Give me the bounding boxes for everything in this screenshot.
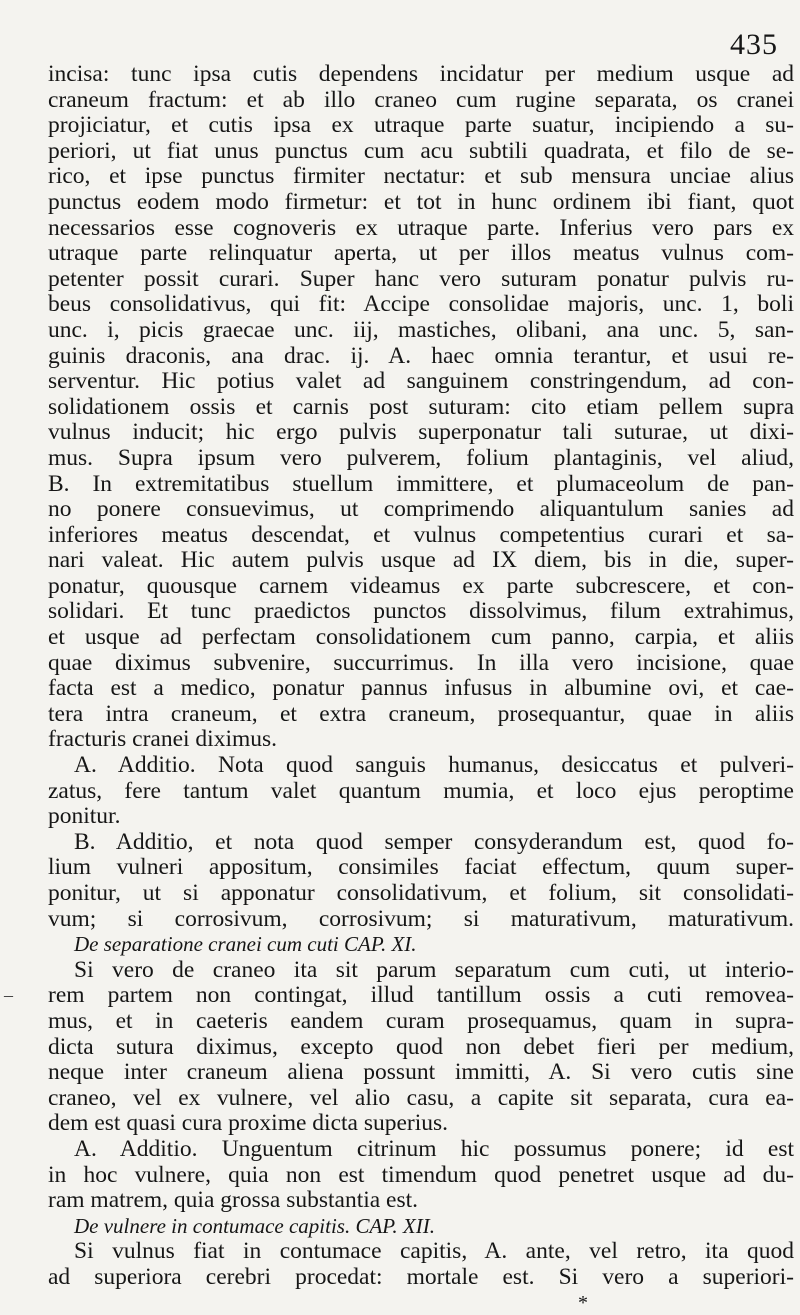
text-line: Si vulnus fiat in contumace capitis, A. ante, vel retro, ita quod (74, 1238, 794, 1265)
text-line: ponitur. (48, 803, 121, 830)
text-line: zatus, fere tantum valet quantum mumia, et loco ejus peroptime (48, 777, 794, 804)
body-text (48, 62, 794, 1291)
text-line: solidari. Et tunc praedictos punctos dissolvimus, filum extrahimus, (48, 598, 794, 625)
text-line: in hoc vulnere, quia non est timendum quod penetret usque ad du- (48, 1161, 794, 1188)
text-line: unc. i, picis graecae unc. iij, mastiches, olibani, ana unc. 5, san- (48, 316, 794, 343)
text-line: periori, ut fiat unus punctus cum acu subtili quadrata, et filo de se- (48, 137, 794, 164)
text-line: vulnus inducit; hic ergo pulvis superponatur tali suturae, ut dixi- (48, 419, 794, 446)
text-line: punctus eodem modo firmetur: et tot in hunc ordinem ibi fiant, quot (48, 188, 794, 215)
text-line: serventur. Hic potius valet ad sanguinem constringendum, ad con- (48, 368, 794, 395)
text-line: facta est a medico, ponatur pannus infusus in albumine ovi, et cae- (48, 675, 794, 702)
text-line: petenter possit curari. Super hanc vero suturam ponatur pulvis ru- (48, 265, 794, 292)
chapter-heading: De separatione cranei cum cuti CAP. XI. (74, 932, 417, 957)
text-line: ponitur, ut si apponatur consolidativum, et folium, sit consolidati- (48, 880, 794, 906)
margin-mark: – (4, 985, 13, 1005)
text-line: solidationem ossis et carnis post suturam: cito etiam pellem supra (48, 393, 794, 420)
text-line: et usque ad perfectam consolidationem cum panno, carpia, et aliis (48, 624, 794, 651)
text-line: quae diximus subvenire, succurrimus. In illa vero incisione, quae (48, 649, 794, 676)
text-line: Si vero de craneo ita sit parum separatum cum cuti, ut interio- (74, 956, 794, 983)
signature-mark: * (578, 1292, 588, 1314)
text-line: rem partem non contingat, illud tantillum ossis a cuti removea- (48, 982, 794, 1009)
text-line: inferiores meatus descendat, et vulnus competentius curari et sa- (48, 521, 794, 548)
text-line: guinis draconis, ana drac. ij. A. haec omnia terantur, et usui re- (48, 342, 794, 369)
text-line: B. Additio, et nota quod semper consyderandum est, quod fo- (74, 828, 794, 855)
text-line: A. Additio. Nota quod sanguis humanus, desiccatus et pulveri- (74, 752, 794, 779)
text-line: ad superiora cerebri procedat: mortale est. Si vero a superiori- (48, 1263, 794, 1290)
page-number: 435 (730, 28, 778, 61)
text-line: necessarios esse cognoveris ex utraque parte. Inferius vero pars ex (48, 214, 794, 241)
text-line: dicta sutura diximus, excepto quod non debet fieri per medium, (48, 1033, 794, 1060)
text-line: fracturis cranei diximus. (48, 726, 278, 753)
text-line: dem est quasi cura proxime dicta superius. (48, 1110, 449, 1137)
text-line: beus consolidativus, qui fit: Accipe consolidae majoris, unc. 1, boli (48, 291, 794, 318)
text-line: incisa: tunc ipsa cutis dependens incidatur per medium usque ad (48, 61, 794, 87)
text-line: rico, et ipse punctus firmiter nectatur: et sub mensura unciae alius (48, 163, 794, 190)
text-line: mus, et in caeteris eandem curam prosequamus, quam in supra- (48, 1007, 794, 1034)
text-line: tera intra craneum, et extra craneum, prosequantur, quae in aliis (48, 700, 794, 727)
text-line: B. In extremitatibus stuellum immittere, et plumaceolum de pan- (48, 470, 794, 497)
text-line: vum; si corrosivum, corrosivum; si maturativum, maturativum. (48, 905, 794, 932)
text-line: craneo, vel ex vulnere, vel alio casu, a capite sit separata, cura ea- (48, 1084, 794, 1111)
text-line: nari valeat. Hic autem pulvis usque ad IX diem, bis in die, super- (48, 547, 794, 574)
text-line: mus. Supra ipsum vero pulverem, folium plantaginis, vel aliud, (48, 444, 794, 471)
text-line: projiciatur, et cutis ipsa ex utraque parte suatur, incipiendo a su- (48, 112, 794, 139)
text-line: ram matrem, quia grossa substantia est. (48, 1187, 419, 1214)
text-line: craneum fractum: et ab illo craneo cum rugine separata, os cranei (48, 86, 794, 113)
text-line: neque inter craneum aliena possunt immitti, A. Si vero cutis sine (48, 1059, 794, 1086)
text-line: utraque parte relinquatur aperta, ut per illos meatus vulnus com- (48, 240, 794, 267)
text-line: no ponere consuevimus, ut comprimendo aliquantulum sanies ad (48, 496, 794, 523)
text-line: ponatur, quousque carnem videamus ex parte subcrescere, et con- (48, 572, 794, 599)
text-line: lium vulneri appositum, consimiles faciat effectum, quum super- (48, 854, 794, 881)
text-line: A. Additio. Unguentum citrinum hic possumus ponere; id est (74, 1135, 794, 1162)
chapter-heading: De vulnere in contumace capitis. CAP. XII. (74, 1213, 435, 1238)
